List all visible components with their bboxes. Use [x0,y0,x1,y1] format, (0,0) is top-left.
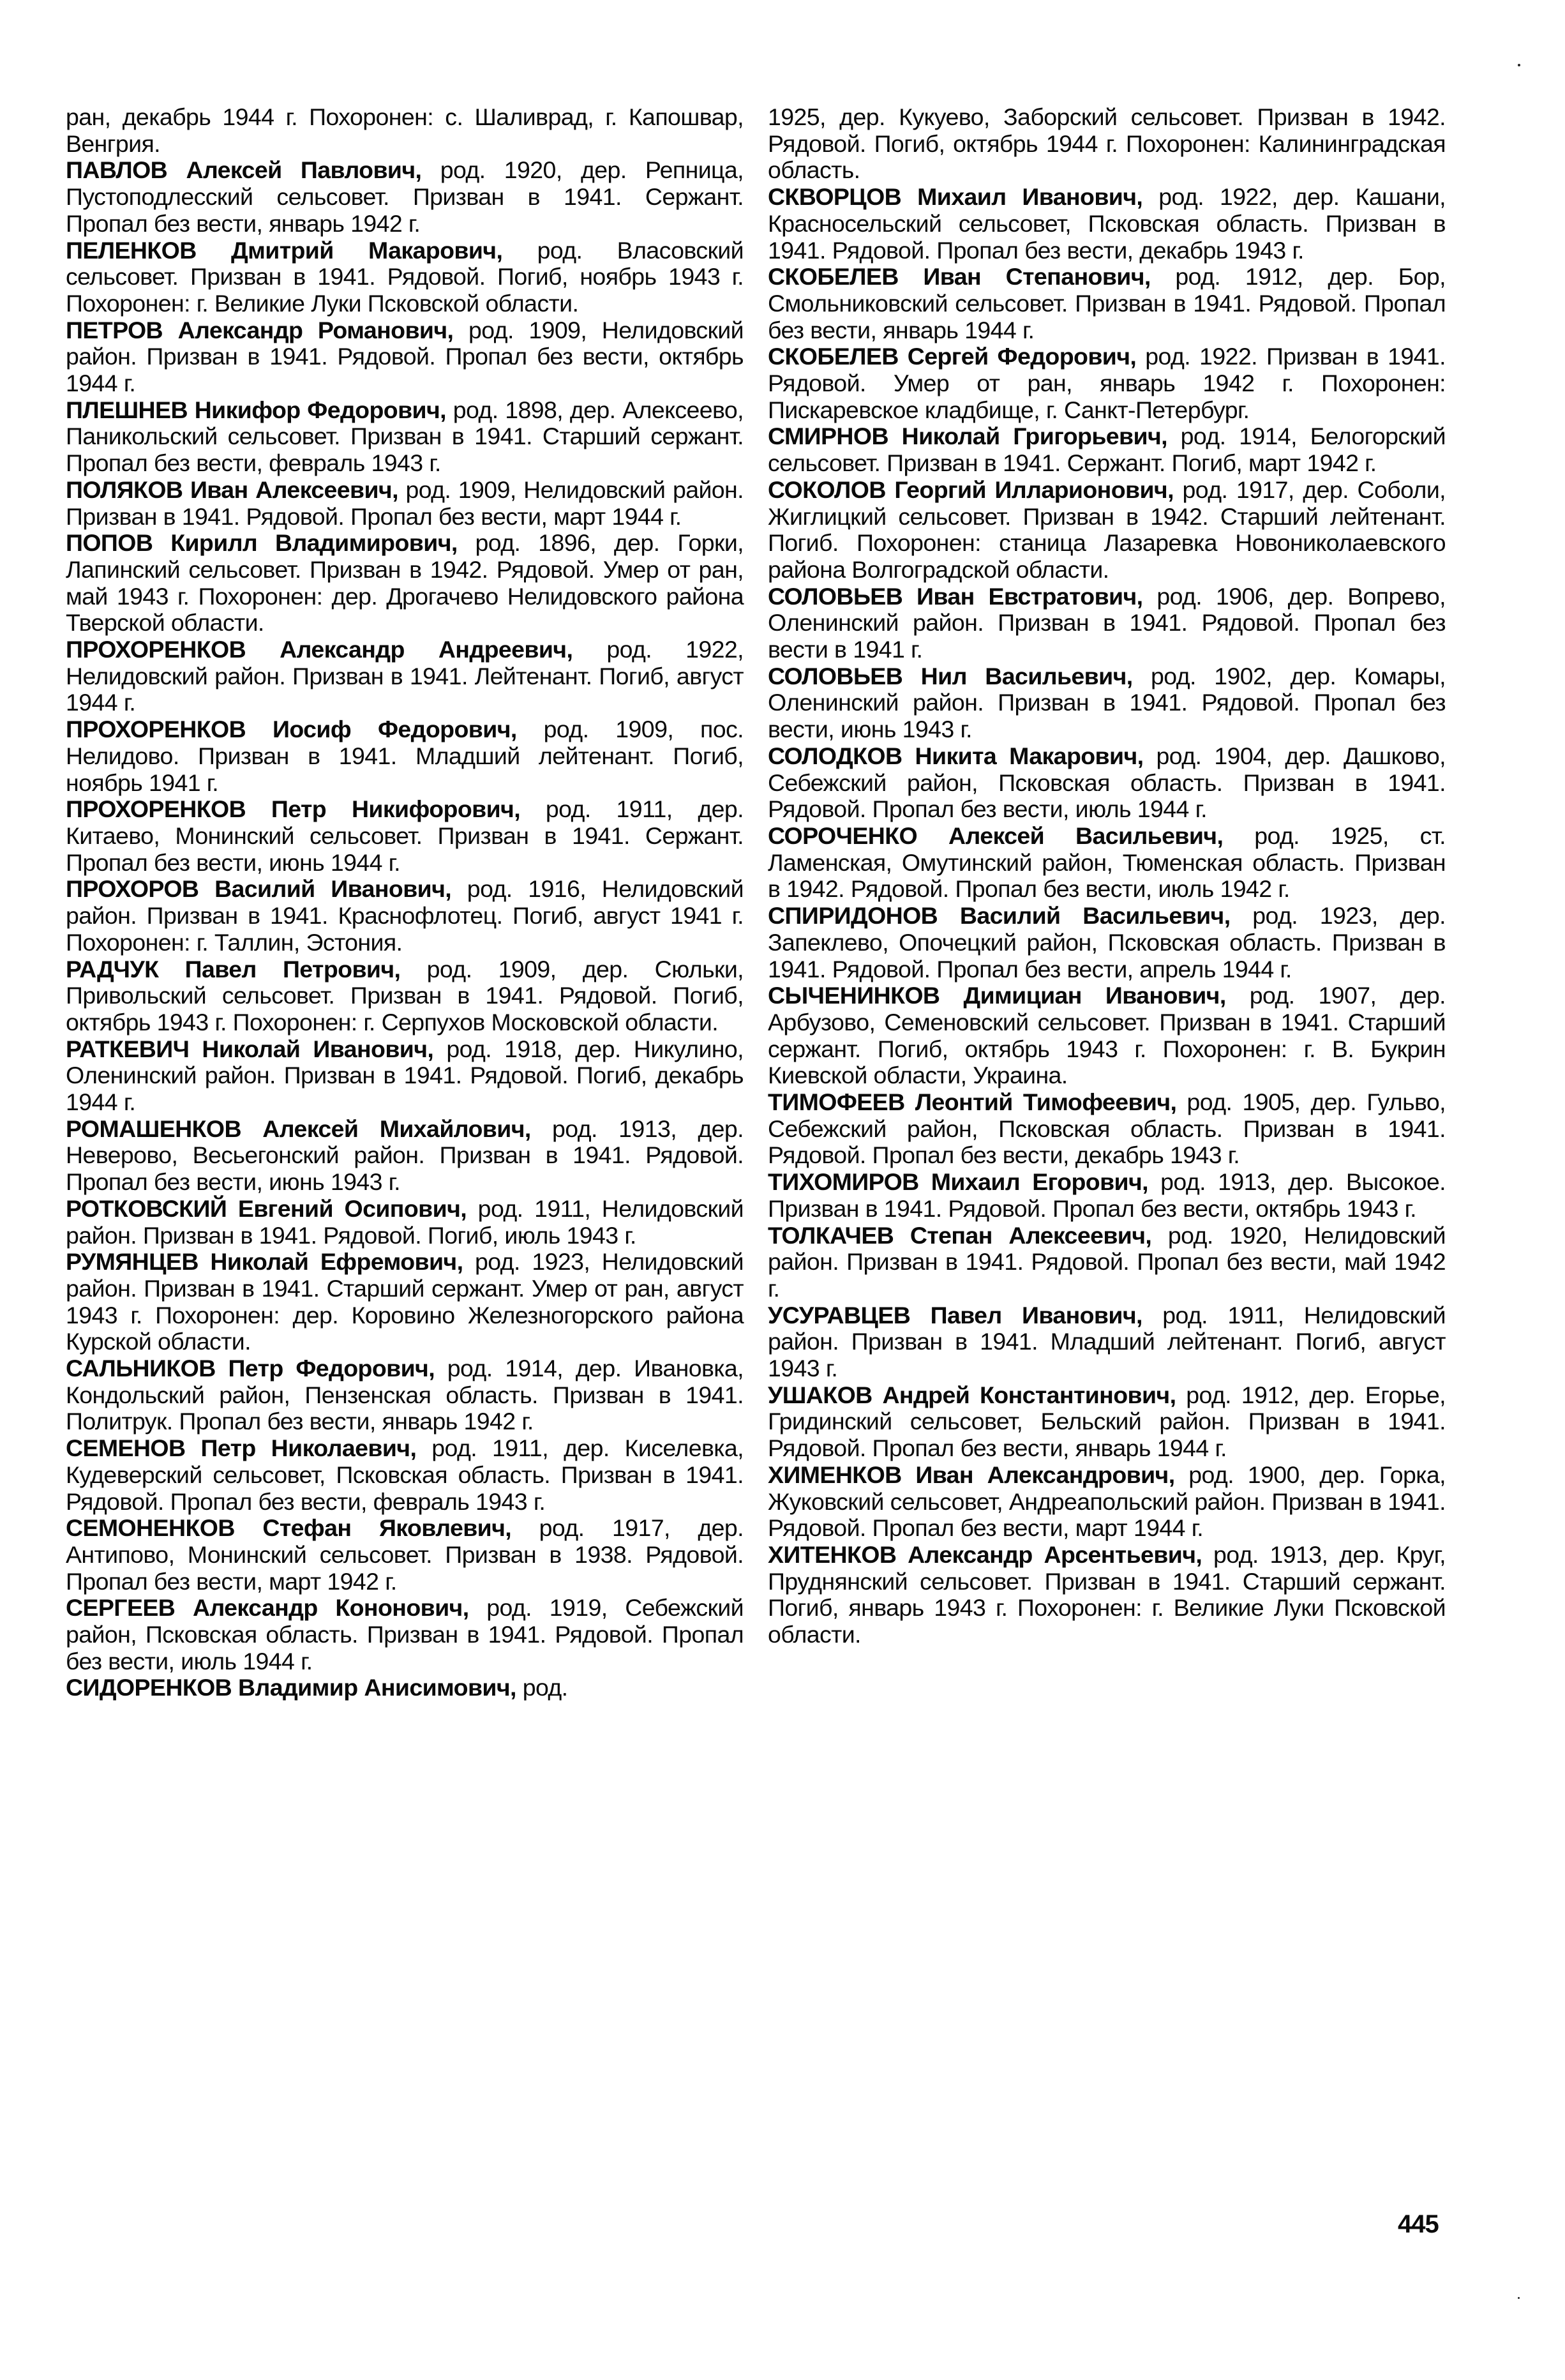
entry-given-names: Иван Александрович, [915,1461,1175,1488]
list-item [768,477,1446,584]
entry-given-names: Димициан Иванович, [963,982,1226,1009]
entry-given-names: Иван Алексеевич, [190,476,398,503]
entry-given-names: Андрей Константинович, [882,1381,1176,1408]
list-item [768,264,1446,343]
list-item [768,343,1446,423]
entry-surname: РАТКЕВИЧ [66,1035,190,1062]
entry-given-names: Александр Романович, [177,316,454,343]
entry-details: род. 1920, Нелидовский район. Призван в 1941. Рядовой. Пропал без вести, май 1942 г. [768,1221,1446,1302]
entry-details: род. 1909, Нелидовский район. Призван в 1941. Рядовой. Пропал без вести, март 1944 г. [66,476,744,530]
entry-details: род. 1914, Белогорский сельсовет. Призван в 1941. Сержант. Погиб, март 1942 г. [768,423,1446,477]
entry-given-names: Евгений Осипович, [237,1194,467,1222]
entry-details: род. 1896, дер. Горки, Лапинский сельсовет. Призван в 1942. Рядовой. Умер от ран, май 1943 г. Похоронен: дер. Дрогачево Нелидовского района Тверской области. [66,529,744,636]
entry-given-names: Иосиф Федорович, [273,716,517,743]
entry-details: род. 1900, дер. Горка, Жуковский сельсовет, Андреапольский район. Призван в 1941. Рядовой. Пропал без вести, март 1944 г. [768,1461,1446,1542]
entry-given-names: Никифор Федорович, [194,396,446,423]
entry-surname: РОМАШЕНКОВ [66,1115,241,1142]
entry-details: род. 1913, дер. Круг, Пруднянский сельсовет. Призван в 1941. Старший сержант. Погиб, январь 1943 г. Похоронен: г. Великие Луки Псковской области. [768,1540,1446,1648]
entry-surname: СКОБЕЛЕВ [768,343,899,370]
list-item [768,1382,1446,1462]
entry-given-names: Георгий Илларионович, [894,476,1174,503]
entry-details: род. 1912, дер. Бор, Смольниковский сельсовет. Призван в 1941. Рядовой. Пропал без вести, январь 1944 г. [768,263,1446,343]
entry-given-names: Алексей Михайлович, [262,1115,531,1142]
entry-list [768,184,1446,1648]
entry-given-names: Михаил Егорович, [931,1168,1148,1196]
entry-details: род. 1912, дер. Егорье, Гридинский сельсовет, Бельский район. Призван в 1941. Рядовой. Пропал без вести, январь 1944 г. [768,1381,1446,1462]
entry-surname: ПЕЛЕНКОВ [66,236,197,264]
entry-given-names: Кирилл Владимирович, [170,529,458,557]
entry-details: род. 1922, дер. Кашани, Красносельский сельсовет, Псковская область. Призван в 1941. Рядовой. Пропал без вести, декабрь 1943 г. [768,183,1446,264]
entry-surname: ПОПОВ [66,529,153,557]
entry-surname: ПРОХОРЕНКОВ [66,636,246,663]
entry-details: род. Власовский сельсовет. Призван в 1941. Рядовой. Погиб, ноябрь 1943 г. Похоронен: г. Великие Луки Псковской области. [66,236,744,317]
entry-details: род. 1905, дер. Гульво, Себежский район, Псковская область. Призван в 1941. Рядовой. Пропал без вести, декабрь 1943 г. [768,1088,1446,1169]
entry-surname: СОРОЧЕНКО [768,822,918,849]
list-item [66,397,744,477]
entry-surname: СЕРГЕЕВ [66,1594,176,1622]
list-item [66,237,744,317]
entry-given-names: Леонтий Тимофеевич, [915,1088,1177,1116]
list-item [768,584,1446,663]
entry-surname: СОЛОДКОВ [768,742,902,769]
list-item [768,184,1446,264]
entry-details: род. 1911, дер. Китаево, Монинский сельсовет. Призван в 1941. Сержант. Пропал без вести, июнь 1944 г. [66,795,744,876]
list-item [768,1302,1446,1382]
entry-details: род. 1902, дер. Комары, Оленинский район. Призван в 1941. Рядовой. Пропал без вести, июнь 1943 г. [768,662,1446,743]
list-item [768,903,1446,983]
entry-given-names: Александр Арсентьевич, [908,1540,1202,1568]
entry-surname: СЫЧЕНИНКОВ [768,982,940,1009]
entry-surname: ХИМЕНКОВ [768,1461,902,1488]
entry-surname: ПОЛЯКОВ [66,476,183,503]
entry-surname: ПАВЛОВ [66,156,168,184]
entry-given-names: Дмитрий Макарович, [231,236,503,264]
entry-given-names: Степан Алексеевич, [910,1221,1152,1249]
list-item [66,1355,744,1435]
scan-speck [1518,64,1520,66]
entry-given-names: Стефан Яковлевич, [262,1514,512,1542]
list-item [768,423,1446,476]
entry-given-names: Нил Васильевич, [920,662,1133,689]
entry-surname: ТИМОФЕЕВ [768,1088,905,1116]
continuation-text: ран, декабрь 1944 г. Похоронен: с. Шаливрад, г. Капошвар, Венгрия. [66,103,744,157]
entry-surname: ПРОХОРОВ [66,875,199,903]
entry-details: род. 1911, Нелидовский район. Призван в 1941. Младший лейтенант. Погиб, август 1943 г. [768,1301,1446,1382]
entry-details: род. 1913, дер. Неверово, Весьегонский район. Призван в 1941. Рядовой. Пропал без вести, июнь 1943 г. [66,1115,744,1196]
entry-surname: СИДОРЕНКОВ [66,1674,232,1701]
entry-surname: СЕМЕНОВ [66,1435,186,1462]
entry-surname: СКОБЕЛЕВ [768,263,899,290]
entry-given-names: Николай Иванович, [202,1035,434,1062]
list-item [66,636,744,716]
list-item [66,716,744,796]
entry-details: род. 1922, Нелидовский район. Призван в 1941. Лейтенант. Погиб, август 1944 г. [66,636,744,716]
entry-given-names: Николай Григорьевич, [901,423,1167,450]
entry-details: род. 1906, дер. Вопрево, Оленинский район. Призван в 1941. Рядовой. Пропал без вести в 1941 г. [768,582,1446,663]
list-item [66,1116,744,1196]
entry-surname: ПЛЕШНЕВ [66,396,188,423]
entry-details: род. 1919, Себежский район, Псковская область. Призван в 1941. Рядовой. Пропал без вести, июль 1944 г. [66,1594,744,1675]
list-item [768,743,1446,823]
entry-surname: СОЛОВЬЕВ [768,582,903,610]
list-item [66,1249,744,1355]
entry-surname: ПРОХОРЕНКОВ [66,716,246,743]
scan-speck [1518,2297,1520,2299]
entry-surname: РУМЯНЦЕВ [66,1248,198,1276]
list-item [66,530,744,636]
list-item [768,1089,1446,1169]
entry-details: род. 1913, дер. Высокое. Призван в 1941. Рядовой. Пропал без вести, октябрь 1943 г. [768,1168,1446,1222]
entry-surname: ПЕТРОВ [66,316,163,343]
entry-details: род. 1911, Нелидовский район. Призван в 1941. Рядовой. Погиб, июль 1943 г. [66,1194,744,1249]
entry-given-names: Петр Никифорович, [271,795,521,823]
continuation-text: 1925, дер. Кукуево, Заборский сельсовет. Призван в 1942. Рядовой. Погиб, октябрь 1944 г. Похоронен: Калининградская область. [768,103,1446,184]
entry-details: род. 1911, дер. Киселевка, Кудеверский сельсовет, Псковская область. Призван в 1941. Рядовой. Пропал без вести, февраль 1943 г. [66,1435,744,1515]
entry-given-names: Петр Николаевич, [200,1435,417,1462]
entry-given-names: Сергей Федорович, [907,343,1137,370]
entry-details: род. 1925, ст. Ламенская, Омутинский район, Тюменская область. Призван в 1942. Рядовой. Пропал без вести, июль 1942 г. [768,822,1446,903]
entry-details: род. 1917, дер. Соболи, Жиглицкий сельсовет. Призван в 1942. Старший лейтенант. Погиб. Похоронен: станица Лазаревка Новониколаевского района Волгоградской области. [768,476,1446,583]
entry-given-names: Владимир Анисимович, [238,1674,516,1701]
entry-surname: РОТКОВСКИЙ [66,1194,227,1222]
entry-given-names: Алексей Павлович, [186,156,422,184]
entry-surname: СЕМОНЕНКОВ [66,1514,235,1542]
entry-given-names: Александр Андреевич, [280,636,573,663]
entry-details: род. 1909, дер. Сюльки, Привольский сельсовет. Призван в 1941. Рядовой. Погиб, октябрь 1943 г. Похоронен: г. Серпухов Московской области. [66,955,744,1036]
entry-surname: ТОЛКАЧЕВ [768,1221,894,1249]
entry-surname: ТИХОМИРОВ [768,1168,919,1196]
list-item [66,477,744,530]
entry-details: род. [516,1674,568,1701]
list-item [66,796,744,876]
list-item [768,1169,1446,1222]
entry-details: род. 1916, Нелидовский район. Призван в 1941. Краснофлотец. Погиб, август 1941 г. Похоронен: г. Таллин, Эстония. [66,875,744,956]
entry-given-names: Петр Федорович, [228,1355,435,1382]
entry-surname: ХИТЕНКОВ [768,1540,897,1568]
right-column [768,104,1446,1648]
entry-surname: СКВОРЦОВ [768,183,902,211]
list-item [768,1223,1446,1302]
entry-given-names: Василий Васильевич, [959,902,1231,930]
entry-given-names: Иван Евстратович, [917,582,1143,610]
entry-details: род. 1918, дер. Никулино, Оленинский район. Призван в 1941. Рядовой. Погиб, декабрь 1944 г. [66,1035,744,1116]
list-item [768,823,1446,903]
entry-surname: СМИРНОВ [768,423,888,450]
list-item [768,1542,1446,1648]
entry-details: род. 1909, Нелидовский район. Призван в 1941. Рядовой. Пропал без вести, октябрь 1944 г. [66,316,744,397]
entry-given-names: Михаил Иванович, [917,183,1143,211]
entry-surname: ПРОХОРЕНКОВ [66,795,246,823]
list-item [66,1595,744,1675]
list-item [66,1036,744,1116]
list-item [66,1435,744,1515]
entry-details: род. 1923, Нелидовский район. Призван в 1941. Старший сержант. Умер от ран, август 1943 г. Похоронен: дер. Коровино Железногорского района Курской области. [66,1248,744,1355]
page-number: 445 [1398,2210,1439,2238]
entry-given-names: Алексей Васильевич, [948,822,1224,849]
list-item [768,663,1446,743]
entry-list [66,157,744,1701]
entry-details: род. 1898, дер. Алексеево, Паникольский сельсовет. Призван в 1941. Старший сержант. Пропал без вести, февраль 1943 г. [66,396,744,477]
entry-surname: СОКОЛОВ [768,476,886,503]
entry-surname: УШАКОВ [768,1381,872,1408]
entry-details: род. 1917, дер. Антипово, Монинский сельсовет. Призван в 1938. Рядовой. Пропал без вести, март 1942 г. [66,1514,744,1595]
list-item [66,876,744,956]
list-item [768,1462,1446,1542]
entry-given-names: Александр Кононович, [192,1594,469,1622]
left-column [66,104,744,1701]
entry-given-names: Павел Иванович, [930,1301,1142,1329]
entry-details: род. 1907, дер. Арбузово, Семеновский сельсовет. Призван в 1941. Старший сержант. Погиб, октябрь 1943 г. Похоронен: г. В. Букрин Киевской области, Украина. [768,982,1446,1089]
entry-surname: САЛЬНИКОВ [66,1355,216,1382]
list-item [66,1196,744,1249]
entry-details: род. 1904, дер. Дашково, Себежский район, Псковская область. Призван в 1941. Рядовой. Пропал без вести, июль 1944 г. [768,742,1446,823]
entry-given-names: Василий Иванович, [214,875,452,903]
entry-details: род. 1914, дер. Ивановка, Кондольский район, Пензенская область. Призван в 1941. Политрук. Пропал без вести, январь 1942 г. [66,1355,744,1435]
list-item [66,1675,744,1701]
list-item [66,157,744,237]
list-item [66,317,744,397]
entry-surname: УСУРАВЦЕВ [768,1301,911,1329]
entry-details: род. 1909, пос. Нелидово. Призван в 1941. Младший лейтенант. Погиб, ноябрь 1941 г. [66,716,744,796]
entry-given-names: Иван Степанович, [923,263,1151,290]
list-item [768,983,1446,1089]
entry-given-names: Николай Ефремович, [210,1248,463,1276]
entry-surname: СПИРИДОНОВ [768,902,938,930]
list-item [66,956,744,1036]
entry-details: род. 1922. Призван в 1941. Рядовой. Умер от ран, январь 1942 г. Похоронен: Пискаревское кладбище, г. Санкт-Петербург. [768,343,1446,423]
entry-surname: РАДЧУК [66,955,159,983]
entry-surname: СОЛОВЬЕВ [768,662,903,689]
entry-details: род. 1920, дер. Репница, Пустоподлесский сельсовет. Призван в 1941. Сержант. Пропал без вести, январь 1942 г. [66,156,744,237]
entry-given-names: Павел Петрович, [184,955,401,983]
entry-given-names: Никита Макарович, [915,742,1144,769]
list-item [66,1515,744,1595]
entry-details: род. 1923, дер. Запеклево, Опочецкий район, Псковская область. Призван в 1941. Рядовой. Пропал без вести, апрель 1944 г. [768,902,1446,983]
